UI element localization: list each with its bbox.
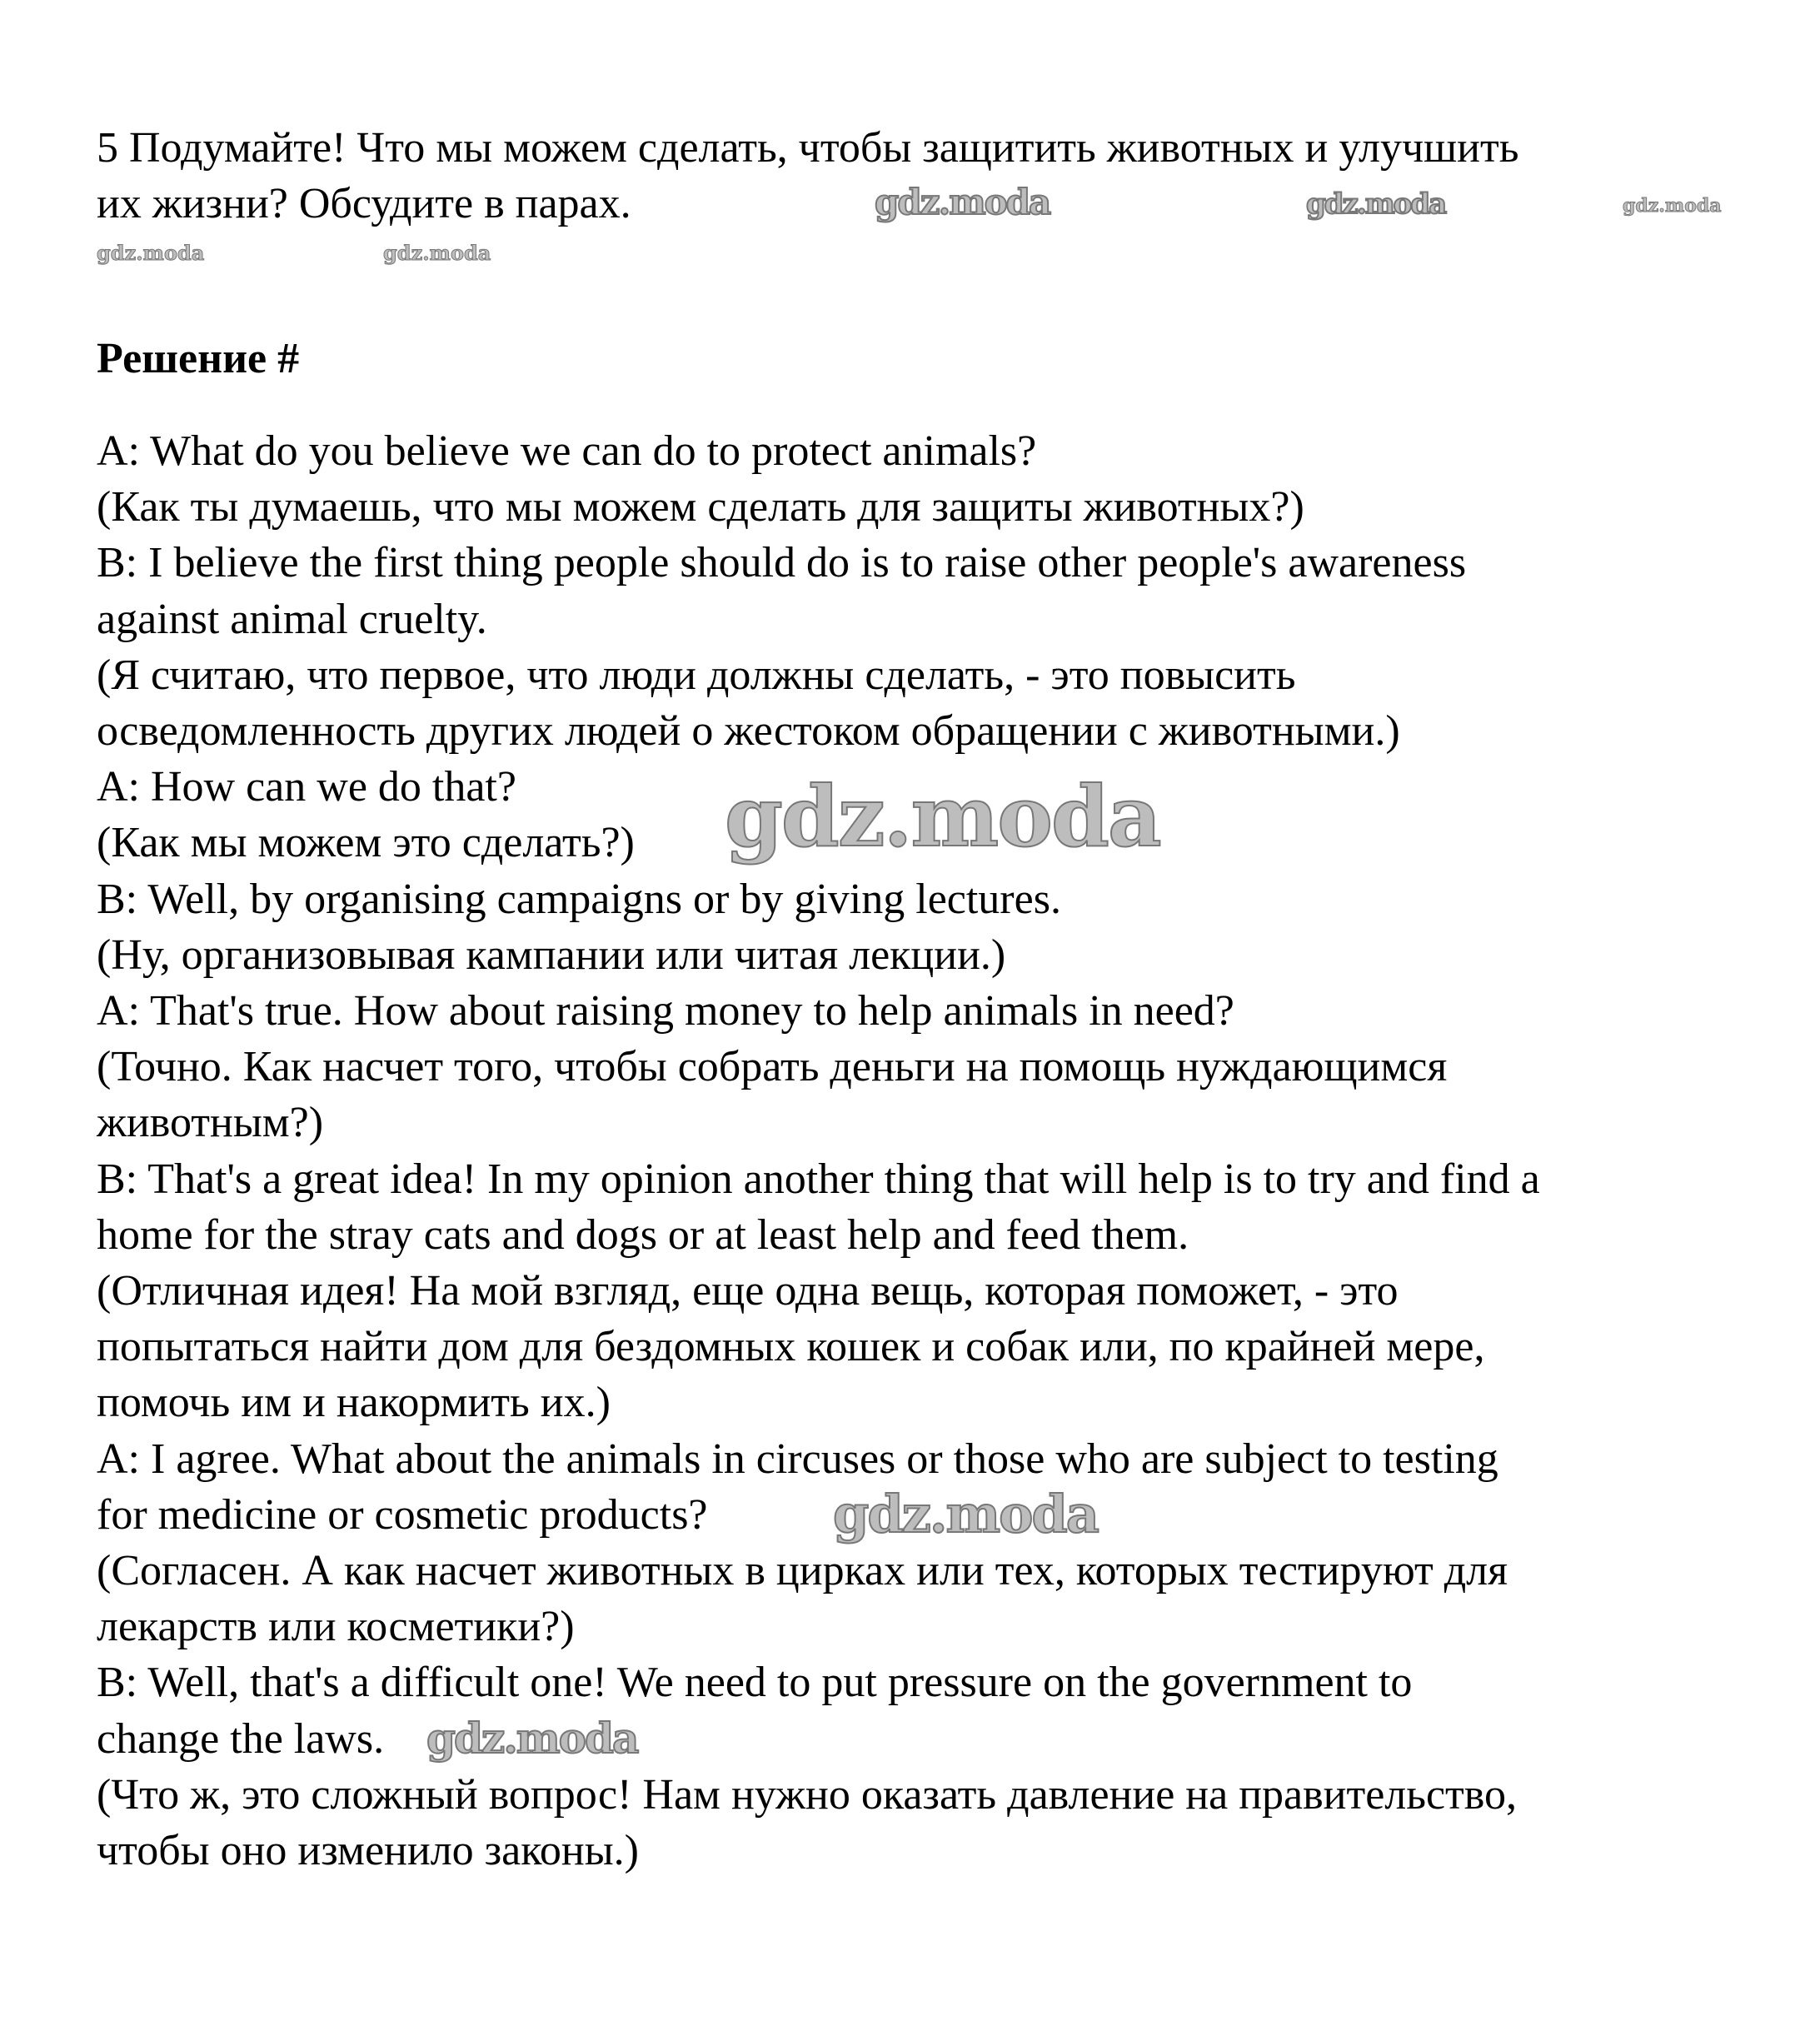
watermark: gdz.moda xyxy=(725,767,1160,866)
watermark: gdz.moda xyxy=(1306,187,1446,221)
dialog-line: (Согласен. А как насчет животных в цирках или тех, которых тестируют для xyxy=(97,1547,1508,1595)
dialog-line: осведомленность других людей о жестоком обращении с животными.) xyxy=(97,707,1400,756)
dialog-line: B: Well, that's a difficult one! We need to put pressure on the government to xyxy=(97,1659,1413,1707)
dialog-line: B: I believe the first thing people should do is to raise other people's awareness xyxy=(97,539,1467,587)
dialog-line: A: What do you believe we can do to protect animals? xyxy=(97,427,1037,475)
dialog-line: (Как ты думаешь, что мы можем сделать для защиты животных?) xyxy=(97,483,1304,531)
dialog-line: (Что ж, это сложный вопрос! Нам нужно оказать давление на правительство, xyxy=(97,1770,1517,1819)
dialog-line: change the laws. xyxy=(97,1714,385,1763)
dialog-text xyxy=(97,423,1540,1879)
watermark: gdz.moda xyxy=(833,1484,1098,1544)
dialog-line: A: How can we do that? xyxy=(97,763,516,811)
dialog-line: чтобы оно изменило законы.) xyxy=(97,1827,639,1875)
dialog-line: (Я считаю, что первое, что люди должны сделать, - это повысить xyxy=(97,651,1296,699)
dialog-line: for medicine or cosmetic products? xyxy=(97,1490,708,1539)
dialog-line: (Точно. Как насчет того, чтобы собрать деньги на помощь нуждающимся xyxy=(97,1043,1448,1091)
task-line: их жизни? Обсудите в парах. xyxy=(97,180,631,228)
dialog-line: B: That's a great idea! In my opinion another thing that will help is to try and find a xyxy=(97,1155,1540,1203)
dialog-line: B: Well, by organising campaigns or by giving lectures. xyxy=(97,875,1061,923)
watermark: gdz.moda xyxy=(1623,195,1722,217)
dialog-line: (Ну, организовывая кампании или читая лекции.) xyxy=(97,931,1006,979)
dialog-line: A: That's true. How about raising money to help animals in need? xyxy=(97,987,1234,1035)
dialog-line: (Отличная идея! На мой взгляд, еще одна вещь, которая поможет, - это xyxy=(97,1267,1399,1315)
watermark: gdz.moda xyxy=(383,241,491,265)
dialog-line: помочь им и накормить их.) xyxy=(97,1379,611,1427)
dialog-line: home for the stray cats and dogs or at least help and feed them. xyxy=(97,1210,1189,1259)
watermark: gdz.moda xyxy=(426,1714,638,1763)
dialog-line: попытаться найти дом для бездомных кошек и собак или, по крайней мере, xyxy=(97,1323,1485,1371)
dialog-line: животным?) xyxy=(97,1099,324,1147)
dialog-line: against animal cruelty. xyxy=(97,595,487,643)
dialog-line: лекарств или косметики?) xyxy=(97,1603,575,1651)
solution-heading: Решение # xyxy=(97,335,300,382)
watermark: gdz.moda xyxy=(97,241,205,265)
task-line: 5 Подумайте! Что мы можем сделать, чтобы защитить животных и улучшить xyxy=(97,124,1519,172)
dialog-line: (Как мы можем это сделать?) xyxy=(97,819,635,867)
watermark: gdz.moda xyxy=(875,182,1050,222)
dialog-line: A: I agree. What about the animals in circuses or those who are subject to testing xyxy=(97,1435,1498,1483)
